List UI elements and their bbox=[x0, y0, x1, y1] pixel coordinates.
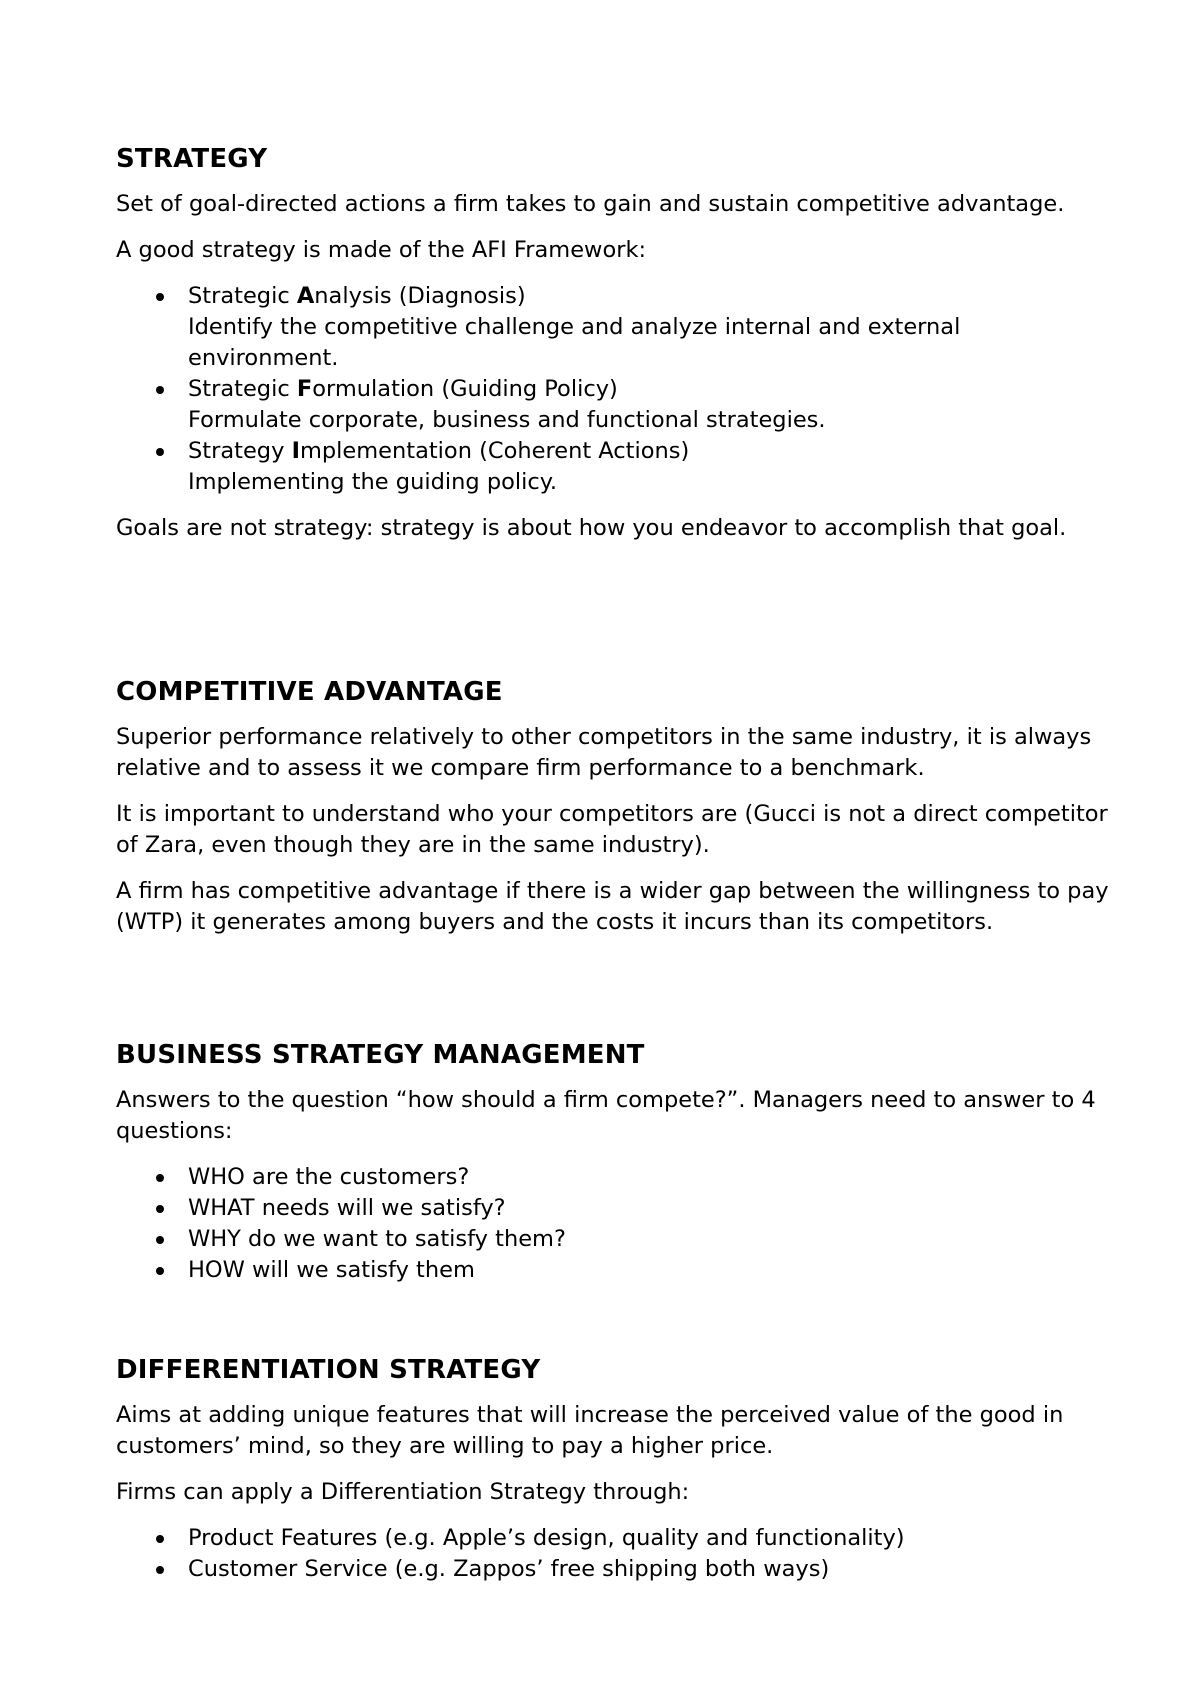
business-strategy-intro: Answers to the question “how should a firm compete?”. Managers need to answer to 4 questions: bbox=[116, 1087, 1096, 1144]
differentiation-list bbox=[116, 1523, 1116, 1585]
section-strategy bbox=[116, 143, 1116, 559]
list-item-how: HOW will we satisfy them bbox=[188, 1255, 1116, 1286]
strategy-intro: A good strategy is made of the AFI Framework: bbox=[116, 237, 647, 263]
differentiation-p1: Aims at adding unique features that will increase the perceived value of the good in customers’ mind, so they are willing to pay a higher price. bbox=[116, 1402, 1064, 1459]
item-rest: mplementation (Coherent Actions) bbox=[299, 438, 690, 464]
section-differentiation bbox=[116, 1354, 1116, 1600]
item-key-letter: F bbox=[296, 376, 313, 402]
item-rest: ormulation (Guiding Policy) bbox=[312, 376, 618, 402]
item-detail: Implementing the guiding policy. bbox=[188, 469, 557, 495]
list-item-customer-service: Customer Service (e.g. Zappos’ free shipping both ways) bbox=[188, 1554, 1116, 1585]
list-item-analysis bbox=[188, 281, 1116, 374]
list-item-what: WHAT needs will we satisfy? bbox=[188, 1193, 1116, 1224]
item-rest: nalysis (Diagnosis) bbox=[314, 283, 526, 309]
competitive-advantage-p2: It is important to understand who your competitors are (Gucci is not a direct competitor of Zara, even though they are in the same industry). bbox=[116, 801, 1108, 858]
section-business-strategy bbox=[116, 1039, 1116, 1301]
item-key-letter: I bbox=[291, 438, 300, 464]
item-prefix: Strategic bbox=[188, 283, 297, 309]
item-prefix: Strategy bbox=[188, 438, 292, 464]
heading-differentiation: DIFFERENTIATION STRATEGY bbox=[116, 1355, 541, 1385]
competitive-advantage-p3: A firm has competitive advantage if there is a wider gap between the willingness to pay (WTP) it generates among buyers and the costs it incurs than its competitors. bbox=[116, 878, 1109, 935]
section-competitive-advantage bbox=[116, 676, 1116, 953]
list-item-product-features: Product Features (e.g. Apple’s design, quality and functionality) bbox=[188, 1523, 1116, 1554]
item-detail: Formulate corporate, business and functional strategies. bbox=[188, 407, 826, 433]
four-questions-list bbox=[116, 1162, 1116, 1286]
item-detail: Identify the competitive challenge and analyze internal and external environment. bbox=[188, 314, 961, 371]
heading-business-strategy: BUSINESS STRATEGY MANAGEMENT bbox=[116, 1040, 645, 1070]
strategy-closing: Goals are not strategy: strategy is about how you endeavor to accomplish that goal. bbox=[116, 515, 1067, 541]
list-item-formulation bbox=[188, 374, 1116, 436]
item-key-letter: A bbox=[296, 283, 315, 309]
list-item-implementation bbox=[188, 436, 1116, 498]
heading-strategy: STRATEGY bbox=[116, 144, 268, 174]
afi-framework-list bbox=[116, 281, 1116, 498]
item-prefix: Strategic bbox=[188, 376, 297, 402]
list-item-why: WHY do we want to satisfy them? bbox=[188, 1224, 1116, 1255]
heading-competitive-advantage: COMPETITIVE ADVANTAGE bbox=[116, 677, 503, 707]
strategy-definition: Set of goal-directed actions a firm takes to gain and sustain competitive advantage. bbox=[116, 191, 1065, 217]
competitive-advantage-p1: Superior performance relatively to other competitors in the same industry, it is always relative and to assess it we compare firm performance to a benchmark. bbox=[116, 724, 1092, 781]
differentiation-intro: Firms can apply a Differentiation Strategy through: bbox=[116, 1479, 690, 1505]
list-item-who: WHO are the customers? bbox=[188, 1162, 1116, 1193]
